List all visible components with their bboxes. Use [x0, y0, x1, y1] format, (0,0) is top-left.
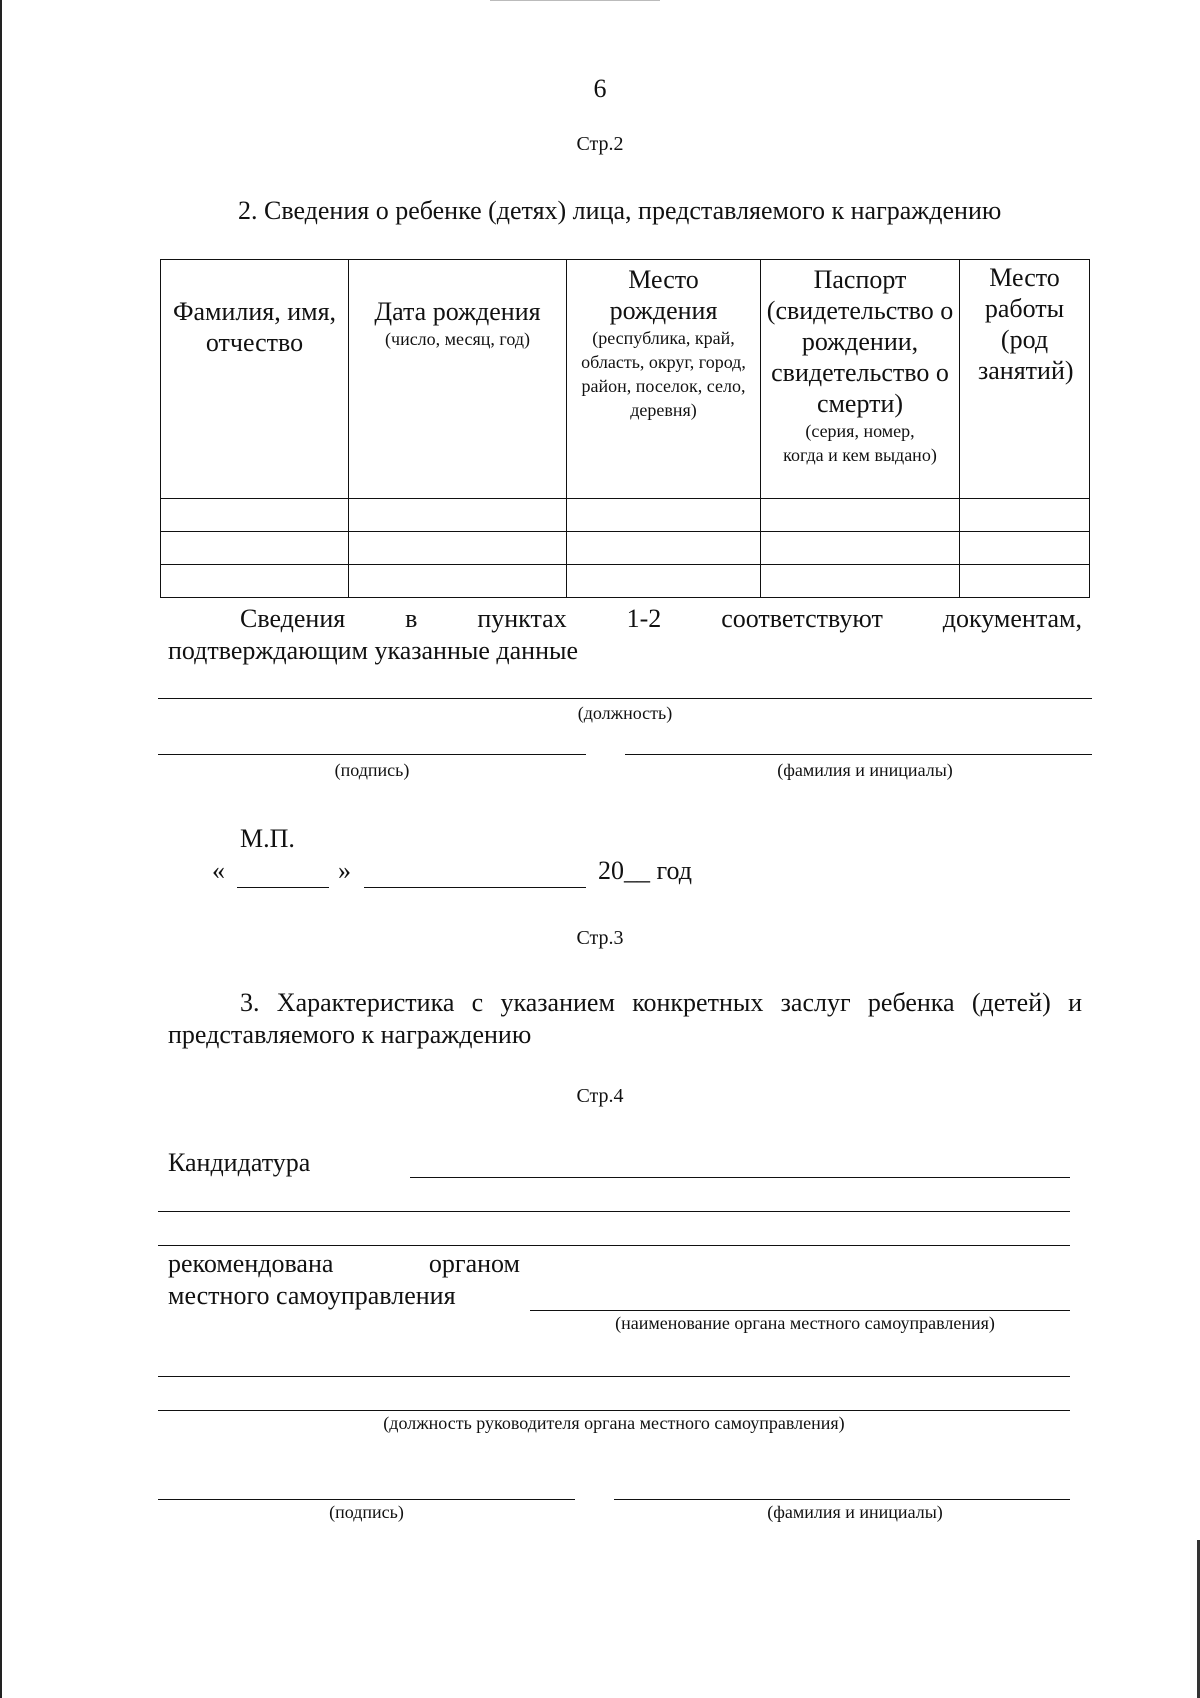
table-cell[interactable] [567, 532, 761, 565]
table-cell[interactable] [161, 499, 349, 532]
confirmation-line-1 [240, 604, 1082, 634]
section-heading-children: 2. Сведения о ребенке (детях) лица, представляемого к награждению [238, 196, 1002, 225]
signature-line[interactable] [158, 754, 586, 755]
header-birth-place [567, 260, 761, 499]
name-caption: (фамилия и инициалы) [777, 760, 953, 780]
table-cell[interactable] [349, 565, 567, 598]
children-table [160, 259, 1090, 598]
confirmation-word: пунктах [477, 604, 567, 633]
date-open-quote: « [212, 856, 225, 885]
table-row [161, 532, 1090, 565]
org-name-line[interactable] [530, 1310, 1070, 1311]
table-cell[interactable] [960, 532, 1090, 565]
header-passport [761, 260, 960, 499]
head-signature-caption: (подпись) [329, 1502, 404, 1522]
confirmation-word: в [405, 604, 418, 633]
candidate-line-2[interactable] [158, 1211, 1070, 1212]
name-line[interactable] [625, 754, 1092, 755]
characteristic-heading-line-1: 3. Характеристика с указанием конкретных заслуг ребенка (детей) и [240, 988, 1082, 1017]
header-workplace-label: Место работы (род занятий) [978, 263, 1074, 385]
table-cell[interactable] [161, 532, 349, 565]
head-signature-line[interactable] [158, 1499, 575, 1500]
section-label-page2: Стр.2 [576, 133, 624, 155]
characteristic-heading-line-2: представляемого к награждению [168, 1020, 532, 1049]
table-cell[interactable] [761, 499, 960, 532]
children-table-header [161, 260, 1090, 499]
head-name-caption: (фамилия и инициалы) [767, 1502, 943, 1522]
candidate-label: Кандидатура [168, 1148, 311, 1177]
date-month-line[interactable] [364, 887, 586, 888]
confirmation-word: документам, [942, 604, 1082, 633]
header-birth-place-label: Место рождения [609, 265, 718, 325]
table-cell[interactable] [960, 565, 1090, 598]
date-close-quote: » [338, 856, 351, 885]
position-line[interactable] [158, 698, 1092, 699]
header-passport-label: Паспорт (свидетельство о рождении, свидетельство о смерти) [766, 265, 954, 418]
header-workplace [960, 260, 1090, 499]
header-full-name-label: Фамилия, имя, отчество [172, 297, 337, 357]
recommended-word: рекомендована [168, 1249, 334, 1278]
position-caption: (должность) [577, 703, 673, 723]
section-label-page4: Стр.4 [576, 1085, 624, 1107]
header-birth-place-hint: (республика, край, область, округ, город, район, поселок, село, деревня) [581, 328, 746, 420]
head-name-line[interactable] [614, 1499, 1070, 1500]
head-position-caption: (должность руководителя органа местного самоуправления) [383, 1413, 845, 1433]
org-name-caption: (наименование органа местного самоуправления) [615, 1313, 995, 1333]
header-full-name [161, 260, 349, 499]
header-birth-date [349, 260, 567, 499]
header-birth-date-hint: (число, месяц, год) [385, 329, 530, 349]
table-row [161, 499, 1090, 532]
header-passport-hint: (серия, номер, когда и кем выдано) [783, 421, 937, 465]
candidate-line-3[interactable] [158, 1245, 1070, 1246]
table-cell[interactable] [960, 499, 1090, 532]
date-day-line[interactable] [237, 887, 329, 888]
scan-edge-top [490, 0, 660, 1]
head-position-line[interactable] [158, 1410, 1070, 1411]
section-label-page3: Стр.3 [576, 927, 624, 949]
recommended-line-2: местного самоуправления [168, 1281, 456, 1310]
table-cell[interactable] [567, 499, 761, 532]
confirmation-word: 1-2 [626, 604, 662, 633]
page-number: 6 [593, 74, 607, 103]
header-birth-date-label: Дата рождения [374, 297, 541, 326]
candidate-line[interactable] [410, 1177, 1070, 1178]
table-cell[interactable] [349, 532, 567, 565]
scan-edge-left [0, 0, 2, 1698]
signature-caption: (подпись) [334, 760, 410, 780]
confirmation-word: соответствуют [721, 604, 883, 633]
table-cell[interactable] [761, 565, 960, 598]
org-name-line-2[interactable] [158, 1376, 1070, 1377]
stamp-label: М.П. [240, 824, 295, 853]
recommended-line-1 [168, 1249, 520, 1279]
date-year: 20__ год [598, 856, 692, 885]
confirmation-word: Сведения [240, 604, 346, 633]
table-cell[interactable] [349, 499, 567, 532]
table-row [161, 565, 1090, 598]
table-cell[interactable] [161, 565, 349, 598]
recommended-word: органом [428, 1249, 520, 1278]
confirmation-line-2: подтверждающим указанные данные [168, 636, 578, 665]
table-cell[interactable] [567, 565, 761, 598]
table-cell[interactable] [761, 532, 960, 565]
